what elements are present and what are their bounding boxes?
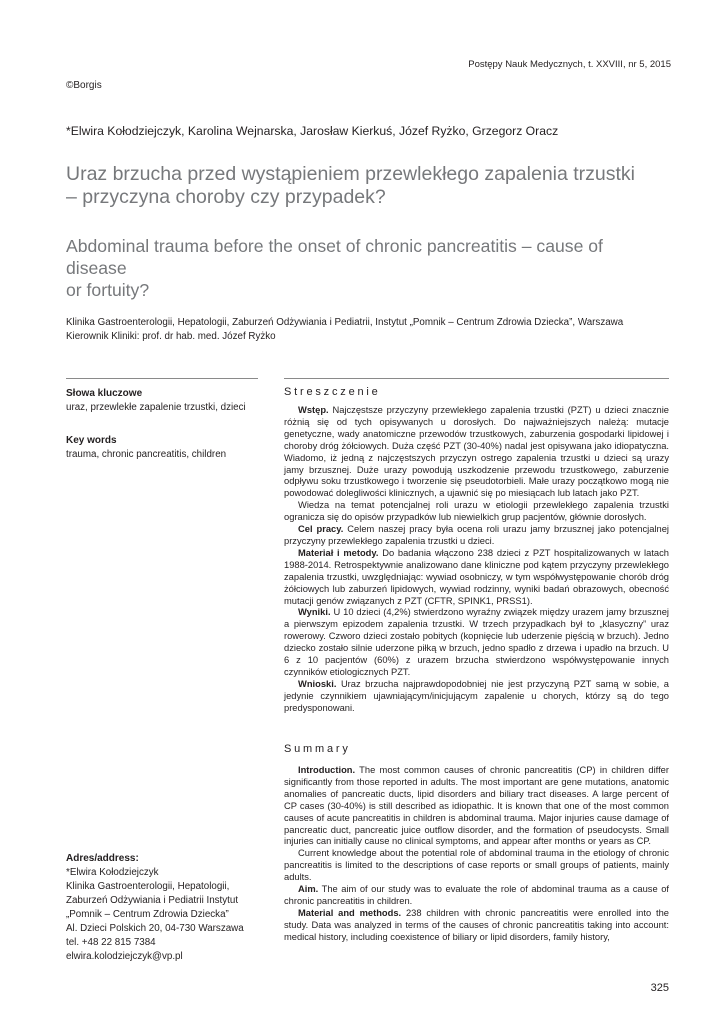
paragraph-lead: Material and methods. [298,907,402,918]
paragraph-lead: Wnioski. [298,678,337,689]
abstract-paragraph [284,500,669,524]
address-line: *Elwira Kołodziejczyk [66,867,159,878]
title-english-line: or fortuity? [66,280,150,300]
summary-paragraph [284,848,669,884]
abstract-paragraph [284,548,669,608]
keywords-english-heading: Key words [66,435,117,446]
summary-paragraph [284,908,669,944]
paragraph-text: Current knowledge about the potential role of abdominal trauma in the etiology of chronic pancreatitis is limited to the descriptions of case reports or small groups of patients, mainly adults. [284,848,669,883]
title-polish [66,163,666,209]
paragraph-lead: Wstęp. [298,405,329,415]
paragraph-text: The most common causes of chronic pancreatitis (CP) in children differ significantly from those reported in adults. The most important are gene mutations, anatomic anomalies of pancreatic ducts, lipid disorders and biliary tract diseases. A large percent of CP cases (30-40%) is still described as idiopathic. It is known that one of the most common causes of acute pancreatitis in children is abdominal trauma. Major injuries cause damage of pancreatic duct, pancreatic juice outflow disorder, and the formation of pseudocysts. Small injuries can initially cause no clinical symptoms, and appear after months or years as CP. [284,765,669,847]
address-line: tel. +48 22 815 7384 [66,937,156,948]
streszczenie-body [284,405,669,715]
affiliation-line: Klinika Gastroenterologii, Hepatologii, Zaburzeń Odżywiania i Pediatrii, Instytut „Pomnik – Centrum Zdrowia Dziecka”, Warszawa [66,317,624,328]
paragraph-text: Wiedza na temat potencjalnej roli urazu w etiologii przewlekłego zapalenia trzustki ogranicza się do opisów przypadków lub niewielkich grup pacjentów, głównie dorosłych. [284,500,669,523]
paragraph-lead: Introduction. [298,765,356,775]
paragraph-lead: Wyniki. [298,607,331,618]
abstract-paragraph [284,524,669,548]
paragraph-lead: Aim. [298,884,319,895]
title-english-line: Abdominal trauma before the onset of chronic pancreatitis – cause of disease [66,236,603,278]
paragraph-text: Najczęstsze przyczyny przewlekłego zapalenia trzustki (PZT) u dzieci znacznie różnią się od tych opisywanych u dorosłych. Do najważniejszych należą: mutacje genetyczne, wady anatomiczne przewodów trzustkowych, zaburzenia gospodarki lipidowej i choroby dróg żółciowych. Duża część PZT (30-40%) nadal jest opisywana jako idiopatyczna. Wiadomo, iż jedną z najczęstszych przyczyn ostrego zapalenia trzustki u dzieci są urazy jamy brzusznej. Duże urazy powodują uszkodzenie przewodu trzustkowego, zaburzenie odpływu soku trzustkowego i tworzenie się pseudotorbieli. Małe urazy początkowo mogą nie powodować dolegliwości klinicznych, a ujawnić się po miesiącach lub latach jako PZT. [284,405,669,499]
divider-left [66,378,258,379]
address-lines [66,866,266,964]
divider-right [284,378,669,379]
address-line: Klinika Gastroenterologii, Hepatologii, [66,881,230,892]
address-line: Zaburzeń Odżywiania i Pediatrii Instytut [66,895,239,906]
abstract-paragraph [284,679,669,715]
keywords-english [66,435,266,462]
affiliation [66,316,666,344]
title-polish-line: – przyczyna choroby czy przypadek? [66,186,386,208]
keywords-polish-text: uraz, przewlekłe zapalenie trzustki, dzieci [66,402,246,413]
paragraph-lead: Cel pracy. [298,524,344,535]
abstract-paragraph [284,405,669,500]
streszczenie-heading: Streszczenie [284,386,381,398]
summary-heading: Summary [284,743,351,755]
paragraph-lead: Materiał i metody. [298,547,379,558]
address-line: „Pomnik – Centrum Zdrowia Dziecka” [66,909,229,920]
paragraph-text: Do badania włączono 238 dzieci z PZT hospitalizowanych w latach 1988-2014. Retrospektywnie analizowano dane kliniczne pod kątem przyczyny przewlekłego zapalenia trzustki, uwzględniając: wywiad osobniczy, w tym współwystępowanie chorób dróg żółciowych lub zaburzeń lipidowych, wywiad rodzinny, wyniki badań obrazowych, obecność mutacji genów związanych z PZT (CFTR, SPINK1, PRSS1). [284,547,669,606]
keywords-polish-heading: Słowa kluczowe [66,388,143,399]
paragraph-text: Celem naszej pracy była ocena roli urazu jamy brzusznej jako potencjalnej przyczyny przewlekłego zapalenia trzustki u dzieci. [284,524,669,546]
page-number: 325 [650,982,669,994]
paragraph-text: U 10 dzieci (4,2%) stwierdzono wyraźny związek między urazem jamy brzusznej a pierwszym epizodem zapalenia trzustki. W trzech przypadkach był to „klasyczny” uraz rowerowy. Czworo dzieci zostało pobitych (kopnięcie lub uderzenie pięścią w brzuch). Jedno dziecko zostało silnie uderzone piłką w brzuch, jedno spadło z drzewa i upadło na brzuch. U 6 z 10 pacjentów (60%) z urazem brzucha stwierdzono współwystępowanie innych czynników etiologicznych PZT. [284,607,669,677]
title-polish-line: Uraz brzucha przed wystąpieniem przewlekłego zapalenia trzustki [66,163,636,185]
authors: *Elwira Kołodziejczyk, Karolina Wejnarska, Jarosław Kierkuś, Józef Ryżko, Grzegorz Oracz [66,124,559,138]
abstract-paragraph [284,607,669,678]
keywords-english-text: trauma, chronic pancreatitis, children [66,449,227,460]
address-heading: Adres/address: [66,853,139,864]
affiliation-line: Kierownik Kliniki: prof. dr hab. med. Józef Ryżko [66,331,276,342]
paragraph-text: The aim of our study was to evaluate the role of abdominal trauma as a cause of chronic pancreatitis in children. [284,884,669,906]
summary-body [284,765,669,944]
title-english [66,235,666,301]
publisher-label: ©Borgis [66,80,102,91]
address-line: Al. Dzieci Polskich 20, 04-730 Warszawa [66,923,244,934]
journal-header: Postępy Nauk Medycznych, t. XXVIII, nr 5, 2015 [468,59,671,70]
correspondence-address [66,853,266,964]
paragraph-text: Uraz brzucha najprawdopodobniej nie jest przyczyną PZT samą w sobie, a jedynie czynnikiem ujawniającym/inicjującym zapalenie u chorych, którzy są do tego predysponowani. [284,678,669,713]
address-email: elwira.kolodziejczyk@vp.pl [66,951,183,962]
summary-paragraph [284,884,669,908]
keywords-polish [66,388,266,415]
paragraph-text: 238 children with chronic pancreatitis were enrolled into the study. Data was analyzed in terms of the causes of chronic pancreatitis taking into account: medical history, including coexistence of biliary or lipid disorders, family history, [284,907,669,942]
summary-paragraph [284,765,669,848]
